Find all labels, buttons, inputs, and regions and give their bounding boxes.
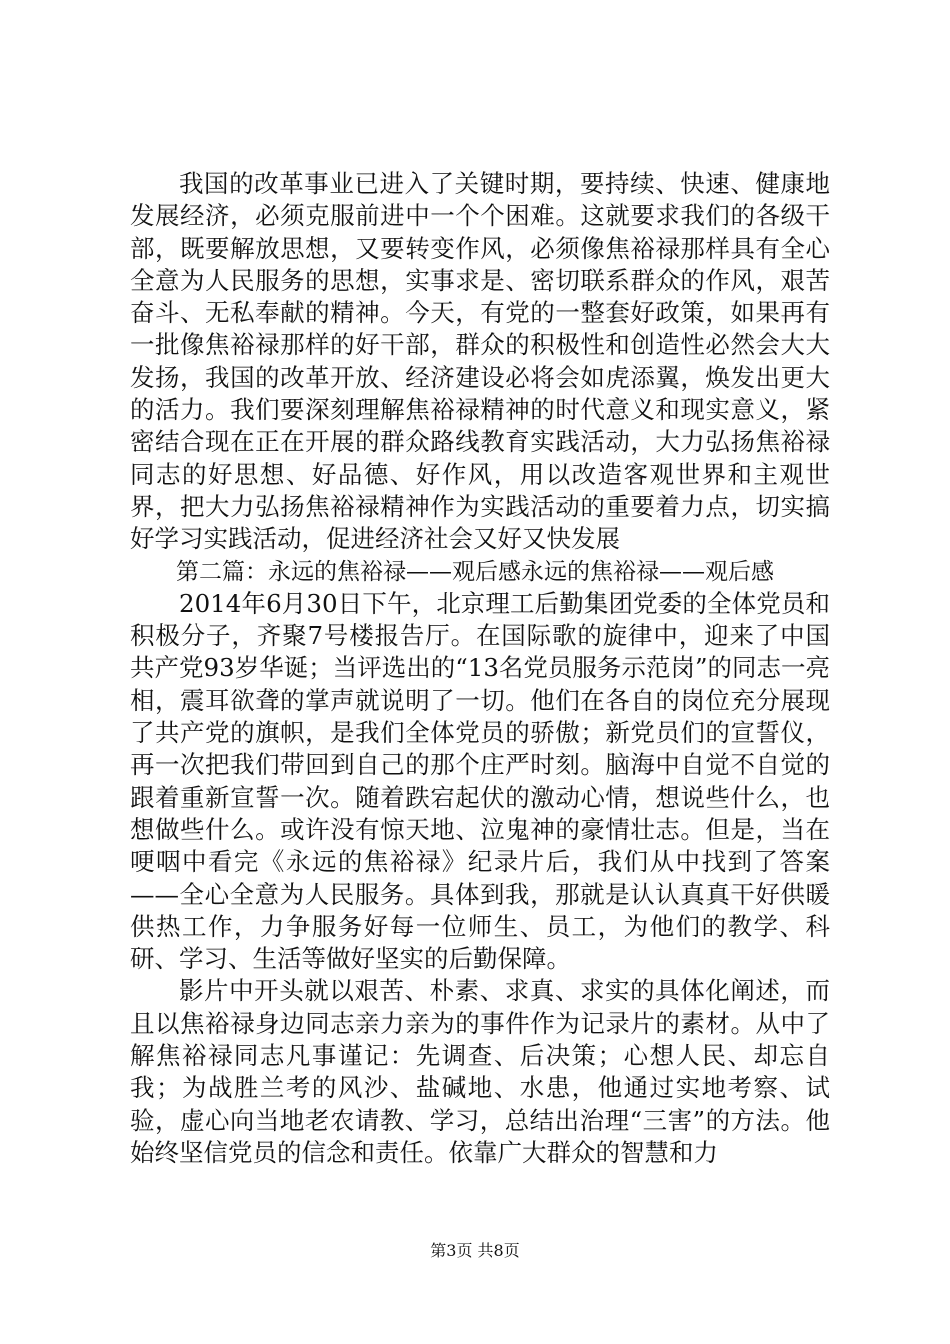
document-body: [130, 168, 830, 1169]
page-footer: 第3页 共8页: [430, 1241, 520, 1260]
section-heading: 第二篇：永远的焦裕禄——观后感永远的焦裕禄——观后感: [176, 558, 774, 585]
paragraph-1: 我国的改革事业已进入了关键时期，要持续、快速、健康地发展经济，必须克服前进中一个个困难。这就要求我们的各级干部，既要解放思想，又要转变作风，必须像焦裕禄那样具有全心全意为人民服务的思想，实事求是、密切联系群众的作风，艰苦奋斗、无私奉献的精神。今天，有党的一整套好政策，如果再有一批像焦裕禄那样的好干部，群众的积极性和创造性必然会大大发扬，我国的改革开放、经济建设必将会如虎添翼，焕发出更大的活力。我们要深刻理解焦裕禄精神的时代意义和现实意义，紧密结合现在正在开展的群众路线教育实践活动，大力弘扬焦裕禄同志的好思想、好品德、好作风，用以改造客观世界和主观世界，把大力弘扬焦裕禄精神作为实践活动的重要着力点，切实搞好学习实践活动，促进经济社会又好又快发展: [130, 169, 830, 554]
paragraph-2: 2014年6月30日下午，北京理工后勤集团党委的全体党员和积极分子，齐聚7号楼报告厅。在国际歌的旋律中，迎来了中国共产党93岁华诞；当评选出的“13名党员服务示范岗”的同志一亮相，震耳欲聋的掌声就说明了一切。他们在各自的岗位充分展现了共产党的旗帜，是我们全体党员的骄傲；新党员们的宣誓仪，再一次把我们带回到自己的那个庄严时刻。脑海中自觉不自觉的跟着重新宣誓一次。随着跌宕起伏的激动心情，想说些什么，也想做些什么。或许没有惊天地、泣鬼神的豪情壮志。但是，当在哽咽中看完《永远的焦裕禄》纪录片后，我们从中找到了答案——全心全意为人民服务。具体到我，那就是认认真真干好供暖供热工作，力争服务好每一位师生、员工，为他们的教学、科研、学习、生活等做好坚实的后勤保障。: [130, 588, 830, 974]
paragraph-3: 影片中开头就以艰苦、朴素、求真、求实的具体化阐述，而且以焦裕禄身边同志亲力亲为的事件作为记录片的素材。从中了解焦裕禄同志凡事谨记：先调查、后决策；心想人民、却忘自我；为战胜兰考的风沙、盐碱地、水患，他通过实地考察、试验，虚心向当地老农请教、学习，总结出治理“三害”的方法。他始终坚信党员的信念和责任。依靠广大群众的智慧和力: [130, 976, 830, 1167]
